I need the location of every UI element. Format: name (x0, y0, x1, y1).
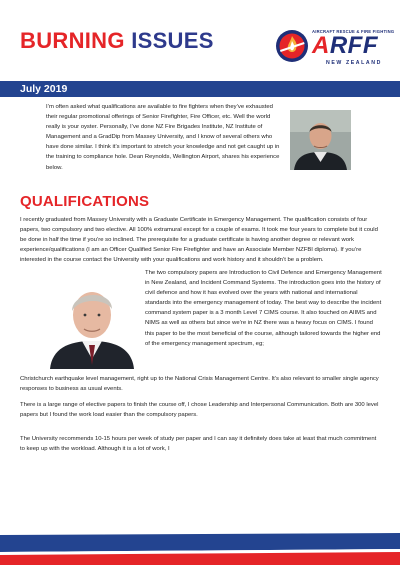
logo-brand-a: A (312, 32, 330, 59)
article-heading: QUALIFICATIONS (20, 193, 150, 210)
article-paragraph-2: The two compulsory papers are Introduction to Civil Defence and Emergency Management in New Zealand, and Incident Command Systems. The introduction goes into the history of civil defence and how it has evolved over the years with national and international standards into the emergency management of today. The best way to describe the incident command system paper is a 3 month Level 7 CIMS course. It also touched on AIIMS and NIMS as well as others but since we’re in NZ there was a heavy focus on CIMS. I found this paper to be the most beneficial of the course, although tailored towards the higher end of the emergency management spectrum, eg; (145, 270, 382, 347)
issue-date-bar (0, 81, 400, 97)
footer-stripes (0, 531, 400, 565)
arff-logo (274, 24, 395, 72)
article-paragraph-1: I recently graduated from Massey University with a Graduate Certificate in Emergency Management. The qualification consists of four papers, two compulsory and two elective. All 100% extramural except for a couple of exams. It took me four years to complete but it could be done in half the time if you’re so inclined. The prerequisite for a graduate certificate is having another degree or relevant work experience/qualifications (I am an Officer Qualified Senior Fire Firefighter and have an Associate Member NZFBI diploma). If you’re interested in the course contact the University with your qualifications and work history and it shouldn’t be a problem. (20, 217, 378, 264)
fire-rescue-emblem-icon (274, 28, 310, 64)
masthead-title-accent: ISSUES (131, 28, 214, 53)
logo-tagline: AIRCRAFT RESCUE & FIRE FIGHTING (312, 29, 395, 34)
article-paragraph-3: There is a large range of elective papers to finish the course off, I chose Leadership and Interpersonal Communication. Both are 300 level papers but I found the work load easier than the compulsory papers. (20, 402, 379, 419)
logo-brand (312, 34, 378, 58)
article-paragraph-2-continued: Christchurch earthquake level management, right up to the National Crisis Management Centre. It’s also relevant to smaller single agency responses to business as usual events. (20, 376, 379, 393)
issue-date: July 2019 (20, 83, 68, 95)
logo-country: NEW ZEALAND (326, 60, 382, 66)
masthead-title-main: BURNING (20, 28, 125, 53)
logo-brand-rest: RFF (329, 32, 378, 59)
masthead-title (20, 29, 214, 53)
article-paragraph-4: The University recommends 10-15 hours per week of study per paper and I can say it definitely does take at least that much commitment to keep up with the workload. Although it is a lot of work, I (20, 436, 377, 453)
author-photo-article (44, 269, 140, 369)
author-photo-top (290, 110, 351, 170)
intro-paragraph: I’m often asked what qualifications are available to fire fighters when they’ve exhausted their regular promotional offerings of Senior Firefighter, Fire Officer, etc. Well the world really is your oyster. Personally, I’ve done NZ Fire Brigades Institute, NZ Institute of Management and a GradDip from Massey University, and I know of several others who have done similar. I think it’s important to stretch your knowledge and not get caught up in the training to compliance hole. Dean Reynolds, Wellington Airport, shares his experience below. (46, 104, 280, 171)
